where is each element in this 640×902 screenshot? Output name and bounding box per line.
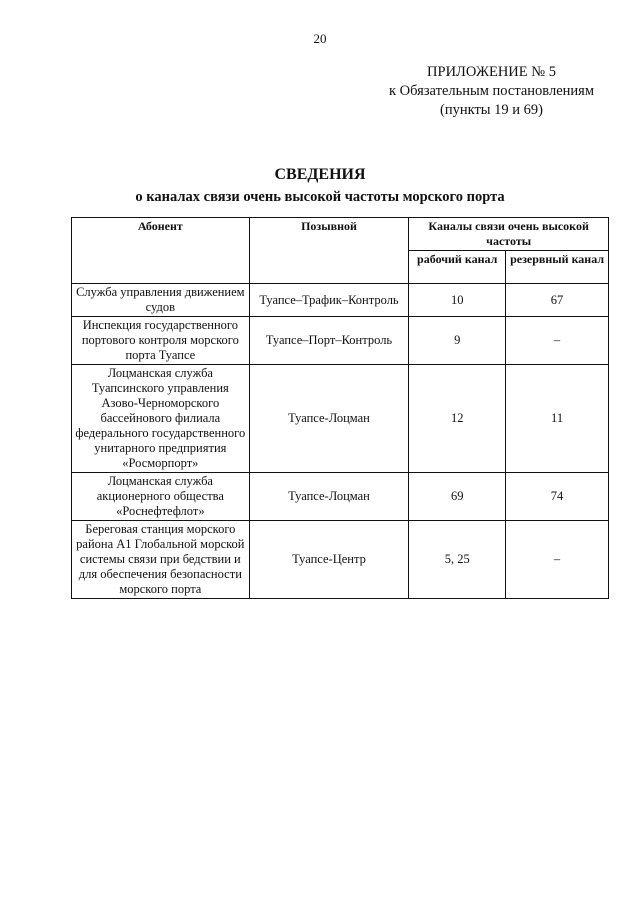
cell-subscriber: Береговая станция морского района А1 Глобальной морской системы связи при бедствии и для обеспечения безопасности морского порта bbox=[72, 521, 250, 599]
cell-callsign: Туапсе-Центр bbox=[249, 521, 409, 599]
header-working-channel: рабочий канал bbox=[409, 251, 506, 284]
appendix-block bbox=[389, 63, 594, 120]
cell-working-channel: 12 bbox=[409, 365, 506, 473]
appendix-line-2: к Обязательным постановлениям bbox=[389, 83, 594, 99]
cell-working-channel: 9 bbox=[409, 317, 506, 365]
cell-working-channel: 10 bbox=[409, 284, 506, 317]
cell-callsign: Туапсе-Лоцман bbox=[249, 473, 409, 521]
cell-reserve-channel: 74 bbox=[506, 473, 609, 521]
header-reserve-channel: резервный канал bbox=[506, 251, 609, 284]
cell-subscriber: Инспекция государственного портового контроля морского порта Туапсе bbox=[72, 317, 250, 365]
cell-subscriber: Служба управления движением судов bbox=[72, 284, 250, 317]
header-callsign: Позывной bbox=[249, 218, 409, 284]
table-header-row bbox=[72, 218, 609, 251]
document-title: СВЕДЕНИЯ bbox=[274, 166, 366, 183]
document-subtitle: о каналах связи очень высокой частоты морского порта bbox=[135, 189, 505, 205]
table-row bbox=[72, 521, 609, 599]
table-row bbox=[72, 317, 609, 365]
header-channels: Каналы связи очень высокой частоты bbox=[409, 218, 609, 251]
page-number: 20 bbox=[313, 31, 327, 46]
cell-callsign: Туапсе-Лоцман bbox=[249, 365, 409, 473]
appendix-line-1: ПРИЛОЖЕНИЕ № 5 bbox=[427, 64, 556, 80]
cell-reserve-channel: 67 bbox=[506, 284, 609, 317]
cell-subscriber: Лоцманская служба акционерного общества «Роснефтефлот» bbox=[72, 473, 250, 521]
header-subscriber: Абонент bbox=[72, 218, 250, 284]
cell-callsign: Туапсе–Трафик–Контроль bbox=[249, 284, 409, 317]
cell-reserve-channel: 11 bbox=[506, 365, 609, 473]
cell-working-channel: 5, 25 bbox=[409, 521, 506, 599]
cell-callsign: Туапсе–Порт–Контроль bbox=[249, 317, 409, 365]
cell-reserve-channel: – bbox=[506, 521, 609, 599]
table-row bbox=[72, 284, 609, 317]
table-row bbox=[72, 473, 609, 521]
table-row bbox=[72, 365, 609, 473]
channels-table bbox=[71, 217, 609, 599]
appendix-line-3: (пункты 19 и 69) bbox=[440, 102, 543, 118]
cell-subscriber: Лоцманская служба Туапсинского управления Азово-Черноморского бассейнового филиала федерального государственного унитарного предприятия «Росморпорт» bbox=[72, 365, 250, 473]
cell-reserve-channel: – bbox=[506, 317, 609, 365]
cell-working-channel: 69 bbox=[409, 473, 506, 521]
